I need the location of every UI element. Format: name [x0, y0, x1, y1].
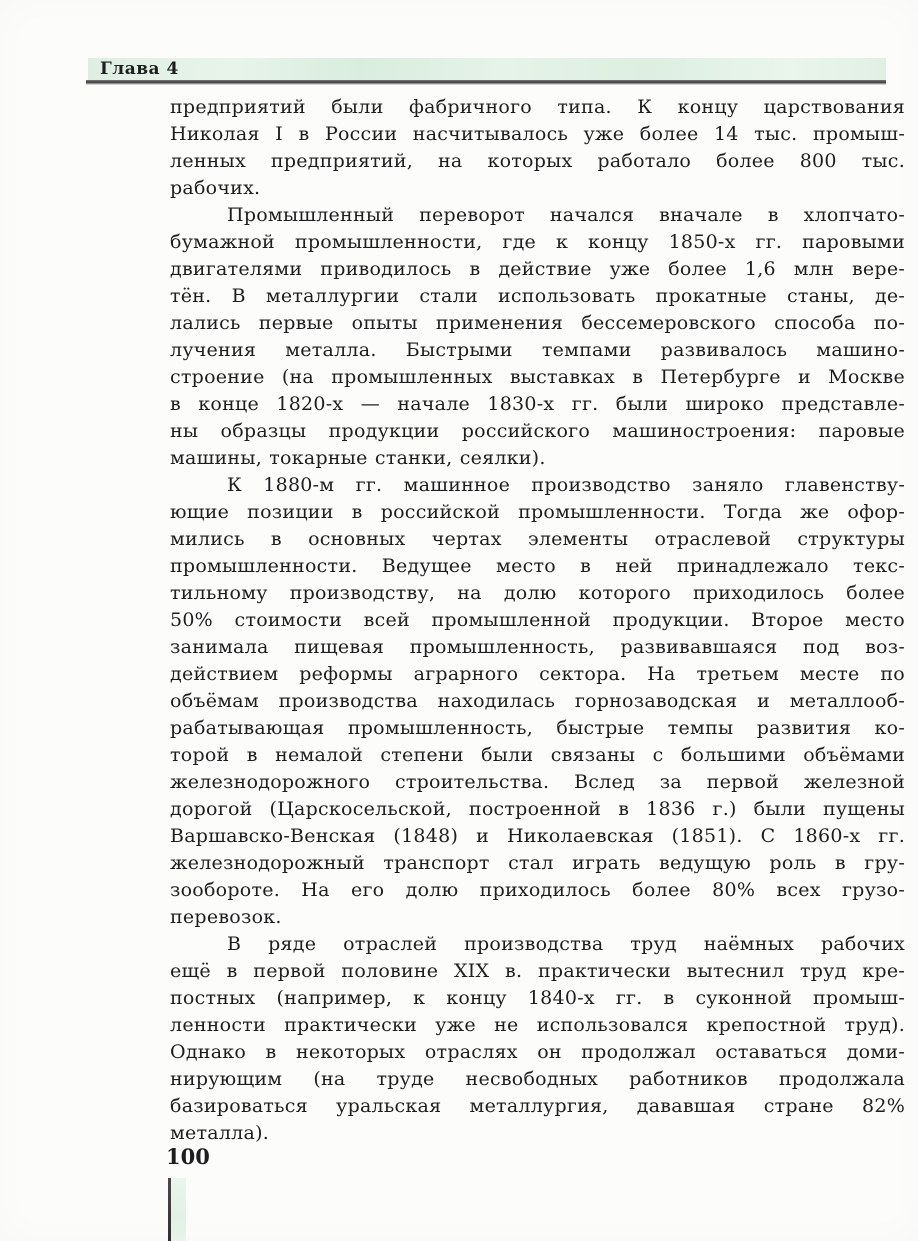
text-line: зообороте. На его долю приходилось более 80% всех грузо-	[170, 879, 905, 901]
text-line: перевозок.	[170, 906, 282, 928]
page-number: 100	[166, 1144, 210, 1169]
text-line: рабочих.	[170, 177, 261, 199]
text-line: железнодорожного строительства. Вслед за первой железной	[170, 771, 905, 793]
text-line: ленных предприятий, на которых работало более 800 тыс.	[170, 150, 905, 172]
paragraph	[170, 931, 905, 1147]
text-line: В ряде отраслей производства труд наёмных рабочих	[227, 933, 905, 955]
text-line: металла).	[170, 1122, 270, 1144]
text-line: бумажной промышленности, где к концу 1850-х гг. паровыми	[170, 231, 905, 253]
paragraph	[170, 94, 905, 202]
text-line: строение (на промышленных выставках в Петербурге и Москве	[170, 366, 905, 388]
text-line: железнодорожный транспорт стал играть ведущую роль в гру-	[170, 852, 905, 874]
text-line: машины, токарные станки, сеялки).	[170, 447, 546, 469]
text-line: предприятий были фабричного типа. К концу царствования	[170, 96, 905, 118]
text-line: дорогой (Царскосельской, построенной в 1836 г.) были пущены	[170, 798, 905, 820]
text-line: тильному производству, на долю которого приходилось более	[170, 582, 905, 604]
text-line: постных (например, к концу 1840-х гг. в суконной промыш-	[170, 987, 905, 1009]
text-line: в конце 1820-х — начале 1830-х гг. были широко представле-	[170, 393, 905, 415]
text-line: ющие позиции в российской промышленности. Тогда же офор-	[170, 501, 905, 523]
text-line: Николая I в России насчитывалось уже более 14 тыс. промыш-	[170, 123, 905, 145]
text-line: занимала пищевая промышленность, развивавшаяся под воз-	[170, 636, 905, 658]
text-line: лучения металла. Быстрыми темпами развивалось машино-	[170, 339, 905, 361]
text-line: ещё в первой половине XIX в. практически вытеснил труд кре-	[170, 960, 905, 982]
text-line: Однако в некоторых отраслях он продолжал оставаться доми-	[170, 1041, 905, 1063]
text-line: объёмам производства находилась горнозаводская и металлооб-	[170, 690, 905, 712]
chapter-header-rule	[86, 80, 886, 85]
text-line: торой в немалой степени были связаны с большими объёмами	[170, 744, 905, 766]
text-line: ленности практически уже не использовался крепостной труд).	[170, 1014, 905, 1036]
text-line: ны образцы продукции российского машиностроения: паровые	[170, 420, 905, 442]
text-line: Варшавско-Венская (1848) и Николаевская (1851). С 1860-х гг.	[170, 825, 905, 847]
text-line: промышленности. Ведущее место в ней принадлежало текс-	[170, 555, 905, 577]
paragraph	[170, 472, 905, 931]
binding-edge-tint	[171, 1178, 186, 1241]
text-line: рабатывающая промышленность, быстрые темпы развития ко-	[170, 717, 905, 739]
text-line: К 1880-м гг. машинное производство заняло главенству-	[227, 474, 905, 496]
text-line: Промышленный переворот начался вначале в хлопчато-	[227, 204, 905, 226]
chapter-header-band	[88, 58, 886, 80]
text-line: действием реформы аграрного сектора. На третьем месте по	[170, 663, 905, 685]
text-line: двигателями приводилось в действие уже более 1,6 млн вере-	[170, 258, 905, 280]
chapter-label: Глава 4	[100, 59, 179, 79]
text-line: 50% стоимости всей промышленной продукции. Второе место	[170, 609, 905, 631]
text-line: лались первые опыты применения бессемеровского способа по-	[170, 312, 905, 334]
body-text	[170, 94, 905, 1147]
text-line: нирующим (на труде несвободных работников продолжала	[170, 1068, 905, 1090]
text-line: тён. В металлургии стали использовать прокатные станы, де-	[170, 285, 905, 307]
text-line: базироваться уральская металлургия, дававшая стране 82%	[170, 1095, 905, 1117]
text-line: мились в основных чертах элементы отраслевой структуры	[170, 528, 905, 550]
paragraph	[170, 202, 905, 472]
